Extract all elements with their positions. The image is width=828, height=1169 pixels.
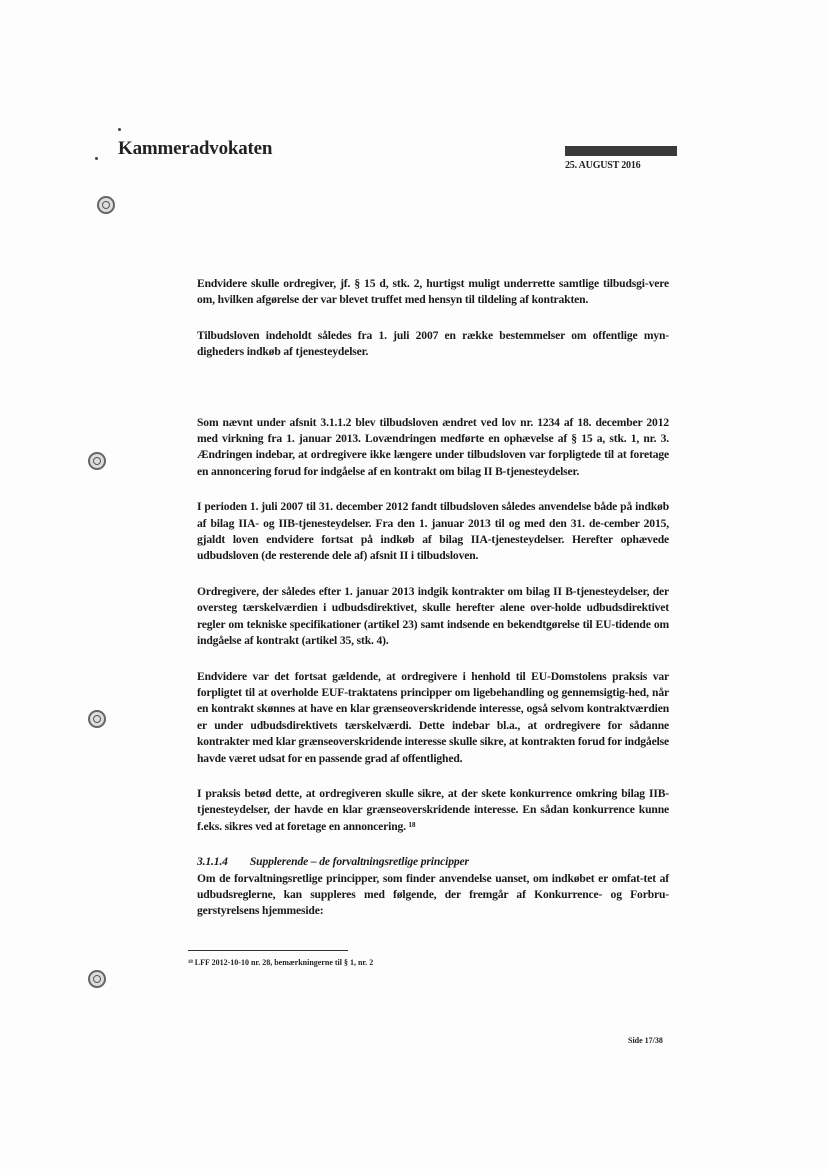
paragraph: I perioden 1. juli 2007 til 31. december 2012 fandt tilbudsloven således anvendelse både på indkøb af bilag IIA- og IIB-tjenesteydelser. Fra den 1. januar 2013 til og med den 31. de-cember 2015, gjaldt loven endvidere fortsat på indkøb af bilag IIA-tjenesteydelser. Herefter ophævede udbudsloven (de resterende dele af) afsnit II i tilbudsloven. <box>197 500 669 563</box>
section-heading <box>197 854 669 870</box>
section-title: Supplerende – de forvaltningsretlige principper <box>249 855 469 869</box>
paragraph: Endvidere var det fortsat gældende, at ordregivere i henhold til EU-Domstolens praksis var forpligtet til at overholde EUF-traktatens principper om ligebehandling og gennemsigtig-hed, når en kontrakt skønnes at have en klar grænseoverskridende interesse, også selvom kontraktværdien er under udbudsdirektivets tærskelværdi. Dette indebar bl.a., at ordregivere for sådanne kontrakter med klar grænseoverskridende interesse skulle sikre, at kontrakten forud for indgåelse havde været udsat for en passende grad af offentlighed. <box>197 669 669 765</box>
scan-speck <box>118 128 121 131</box>
footnote: ¹⁸ LFF 2012-10-10 nr. 28, bemærkningerne til § 1, nr. 2 <box>188 958 374 967</box>
document-date: 25. AUGUST 2016 <box>565 160 641 171</box>
paragraph: Endvidere skulle ordregiver, jf. § 15 d, stk. 2, hurtigst muligt underrette samtlige tilbudsgi-vere om, hvilken afgørelse der var blevet truffet med hensyn til tildeling af kontrakten. <box>197 277 669 307</box>
punch-hole-icon <box>97 196 115 214</box>
date-redaction-bar <box>565 146 677 156</box>
page-number: Side 17/38 <box>628 1036 663 1045</box>
footnote-rule <box>188 950 348 951</box>
punch-hole-icon <box>88 970 106 988</box>
paragraph: Tilbudsloven indeholdt således fra 1. juli 2007 en række bestemmelser om offentlige myn-digheders indkøb af tjenesteydelser. <box>197 328 669 359</box>
punch-hole-icon <box>88 452 106 470</box>
letterhead-logo: Kammeradvokaten <box>118 138 273 159</box>
body-text <box>197 276 669 920</box>
scan-speck <box>95 157 98 160</box>
punch-hole-icon <box>88 710 106 728</box>
paragraph: Ordregivere, der således efter 1. januar 2013 indgik kontrakter om bilag II B-tjenesteydelser, der oversteg tærskelværdien i udbudsdirektivet, skulle herefter alene over-holde udbudsdirektivet regler om tekniske specifikationer (artikel 23) samt indsende en bekendtgørelse til EU-tidende om indgåelse af kontrakt (artikel 35, stk. 4). <box>197 584 669 648</box>
paragraph: I praksis betød dette, at ordregiveren skulle sikre, at der skete konkurrence omkring bilag IIB-tjenesteydelser, der havde en klar grænseoverskridende interesse. En sådan konkurrence kunne f.eks. sikres ved at foretage en annoncering. ¹⁸ <box>197 786 669 833</box>
paragraph: Om de forvaltningsretlige principper, som finder anvendelse uanset, om indkøbet er omfat-tet af udbudsreglerne, kan suppleres med følgende, der fremgår af Konkurrence- og Forbru-gerstyrelsens hjemmeside: <box>197 871 669 918</box>
date-block <box>565 146 677 171</box>
section-number: 3.1.1.4 <box>197 855 228 869</box>
paragraph: Som nævnt under afsnit 3.1.1.2 blev tilbudsloven ændret ved lov nr. 1234 af 18. december 2012 med virkning fra 1. januar 2013. Lovændringen medførte en ophævelse af § 15 a, stk. 1, nr. 3. Ændringen indebar, at ordregivere ikke længere under tilbudsloven var forpligtede til at foretage en annoncering forud for indgåelse af en kontrakt om bilag II B-tjenesteydelser. <box>197 415 669 478</box>
